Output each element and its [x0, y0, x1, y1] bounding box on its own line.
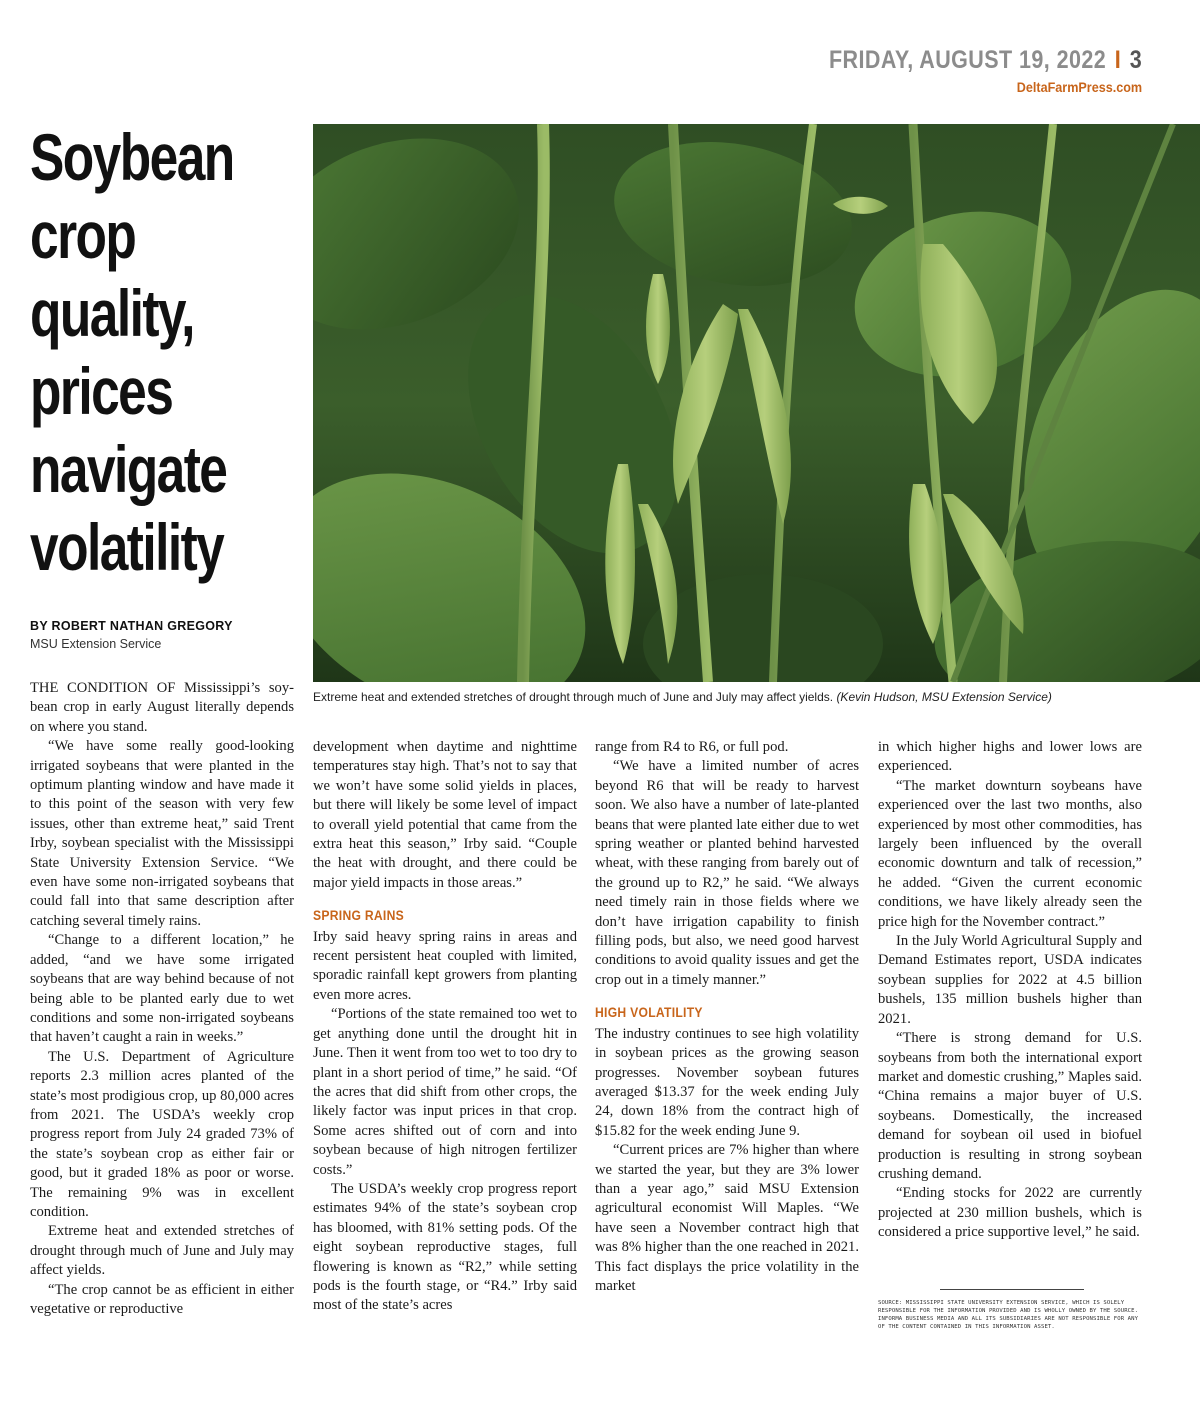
subhead-spring-rains: SPRING RAINS	[313, 908, 405, 924]
paragraph: “Ending stocks for 2022 are currently projected at 230 million bushels, which is considered a price supportive level,” he said.	[878, 1185, 1142, 1241]
paragraph: The industry continues to see high volatility in soybean prices as the growing season progresses. November soybean futures averaged $13.37 for the week ending July 24, down 18% from the contract high of $15.82 for the week ending June 9.	[595, 1025, 859, 1139]
paragraph: development when daytime and nighttime temperatures stay high. That’s not to say that we won’t have some solid yields in places, but there will likely be some level of impact to overall yield potential that came from the extra heat this season,” Irby said. “Couple the heat with drought, and there could be major yield impacts in those areas.”	[313, 739, 577, 891]
issue-date: FRIDAY, AUGUST 19, 2022	[828, 46, 1107, 74]
article-column-4	[878, 738, 1142, 1243]
byline-author: BY ROBERT NATHAN GREGORY	[30, 619, 233, 633]
photo-caption	[313, 690, 1052, 704]
header-separator: I	[1114, 46, 1122, 74]
page-header	[778, 46, 1142, 95]
caption-text: Extreme heat and extended stretches of drought through much of June and July may affect yields.	[313, 690, 834, 704]
paragraph: range from R4 to R6, or full pod.	[595, 739, 789, 755]
paragraph: in which higher highs and lower lows are experienced.	[878, 739, 1142, 775]
article-column-3	[595, 738, 859, 1296]
site-link[interactable]: DeltaFarmPress.com	[1016, 79, 1142, 95]
source-divider	[940, 1289, 1084, 1290]
paragraph: “We have a limited number of acres beyond R6 that will be ready to harvest soon. We also have a number of late-planted beans that were planted late either due to wet spring weather or planted behind harvested wheat, with these ranging from barely out of the ground up to R2,” he said. “We always need timely rain in those fields where we don’t have irrigation capability to finish filling pods, but also, we need good harvest conditions to avoid quality issues and get the crop out in a timely manner.”	[595, 758, 859, 988]
article-column-1	[30, 679, 294, 1319]
paragraph: “We have some really good-looking irrigated soybeans that were planted in the optimum planting window and have made it to this point of the season with very few issues, other than extreme heat,” said Trent Irby, soybean specialist with the Mississippi State University Extension Service. “We even have some non-irrigated soybeans that could fall into that same description after catching several timely rains.	[30, 738, 294, 929]
paragraph: Extreme heat and extended stretches of drought through much of June and July may affect yields.	[30, 1223, 294, 1279]
byline-organization: MSU Extension Service	[30, 637, 162, 651]
article-column-2	[313, 738, 577, 1316]
dateline	[829, 46, 1142, 75]
paragraph: The U.S. Department of Agriculture reports 2.3 million acres planted of the state’s most prodigious crop, up 80,000 acres from 2021. The USDA’s weekly crop progress report from July 24 graded 73% of the state’s soybean crop as either fair or good, but it graded 18% as poor or worse. The remaining 9% was in excellent condition.	[30, 1048, 294, 1220]
paragraph: “The crop cannot be as efficient in either vegetative or reproductive	[30, 1281, 294, 1317]
paragraph: “The market downturn soybeans have experienced over the last two months, also experienced by most other commodities, has largely been influenced by the overall economic downturn and talk of recession,” he added. “Given the current economic conditions, we have likely already seen the price high for the November contract.”	[878, 777, 1142, 930]
paragraph: The USDA’s weekly crop progress report estimates 94% of the state’s soybean crop has bloomed, with 81% setting pods. Of the eight soybean reproductive stages, full flowering is known as “R2,” while setting pods is the fourth stage, or “R4.” Irby said most of the state’s acres	[313, 1180, 577, 1314]
paragraph: Irby said heavy spring rains in areas and recent persistent heat coupled with limited, sporadic rainfall kept growers from planting even more acres.	[313, 928, 577, 1003]
soybean-pods-photo	[313, 124, 1200, 682]
subhead-high-volatility: HIGH VOLATILITY	[595, 1005, 703, 1021]
paragraph: “Portions of the state remained too wet to get anything done until the drought hit in June. Then it went from too wet to too dry to plant in a short period of time,” he said. “Of the acres that did shift from other crops, the likely factor was input prices in that crop. Some acres shifted out of corn and into soybean because of high nitrogen fertilizer costs.”	[313, 1006, 577, 1178]
paragraph: “Current prices are 7% higher than where we started the year, but they are 3% lower than a year ago,” said MSU Extension agricultural economist Will Maples. “We have seen a November contract high that was 8% higher than the one reached in 2021. This fact displays the price volatility in the market	[595, 1142, 859, 1294]
photo-credit: (Kevin Hudson, MSU Extension Service)	[836, 690, 1052, 704]
photo-illustration	[313, 124, 1200, 682]
byline	[30, 619, 233, 651]
page-number: 3	[1129, 46, 1142, 74]
paragraph: “There is strong demand for U.S. soybeans from both the international export market and domestic crushing,” Maples said. “China remains a major buyer of U.S. soybeans. Domestically, the increased demand for soybean oil used in biofuel production is resulting in strong soybean crushing demand.	[878, 1030, 1142, 1182]
source-note: SOURCE: MISSISSIPPI STATE UNIVERSITY EXTENSION SERVICE, WHICH IS SOLELY RESPONSIBLE FOR THE INFORMATION PROVIDED AND IS WHOLLY OWNED BY THE SOURCE. INFORMA BUSINESS MEDIA AND ALL ITS SUBSIDIARIES ARE NOT RESPONSIBLE FOR ANY OF THE CONTENT CONTAINED IN THIS INFORMATION ASSET.	[878, 1300, 1139, 1330]
article-headline: Soybean crop quality, prices navigate volatility	[30, 120, 234, 584]
paragraph: “Change to a different location,” he added, “and we have some irrigated soybeans that are way behind because of not being able to be planted early due to wet conditions and some non-irrigated soybeans that haven’t caught a rain in weeks.”	[30, 932, 294, 1046]
paragraph: THE CONDITION OF Mississippi’s soybean crop in early August literally depends on where you stand.	[30, 680, 294, 735]
paragraph: In the July World Agricultural Supply and Demand Estimates report, USDA indicates soybean supplies for 2022 at 4.5 billion bushels, 135 million bushels higher than 2021.	[878, 933, 1142, 1027]
